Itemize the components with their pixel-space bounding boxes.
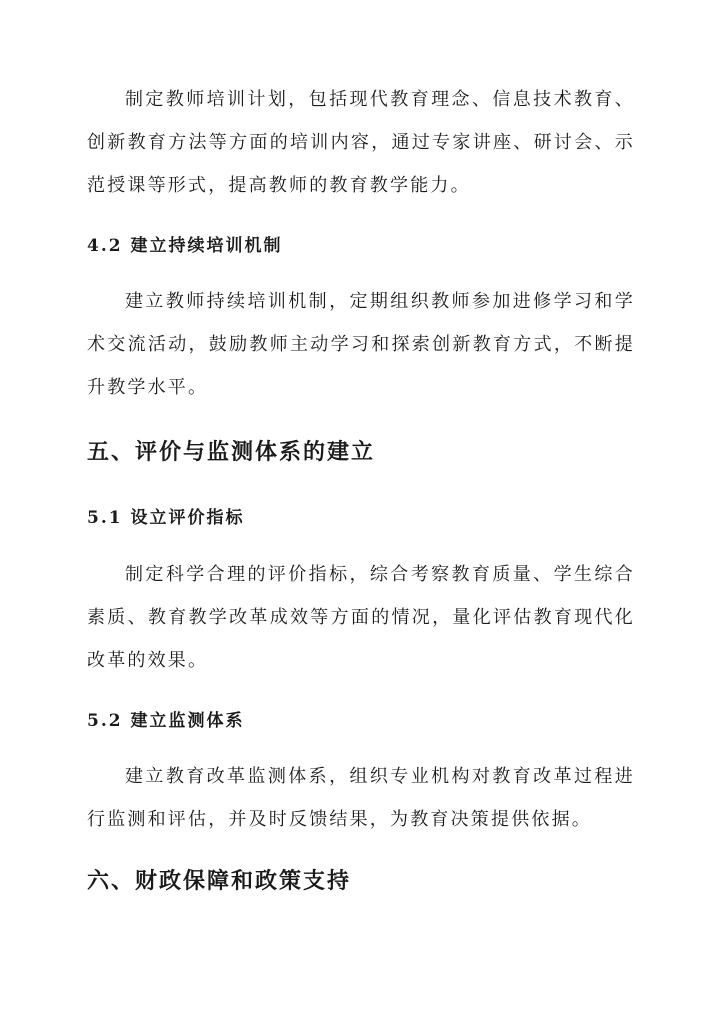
paragraph-continuous-training: 建立教师持续培训机制，定期组织教师参加进修学习和学术交流活动，鼓励教师主动学习和探索创新教育方式，不断提升教学水平。 [87,291,635,398]
subheading-5-1: 5.1 设立评价指标 [87,508,245,528]
subheading-4-2: 4.2 建立持续培训机制 [87,236,283,256]
paragraph-evaluation-indicators: 制定科学合理的评价指标，综合考察教育质量、学生综合素质、教育教学改革成效等方面的情况，量化评估教育现代化改革的效果。 [87,564,635,671]
paragraph-monitoring-system: 建立教育改革监测体系，组织专业机构对教育改革过程进行监测和评估，并及时反馈结果，为教育决策提供依据。 [87,766,635,830]
subheading-5-2: 5.2 建立监测体系 [87,711,245,731]
section-heading-5: 五、评价与监测体系的建立 [87,439,376,465]
paragraph-teacher-training-plan: 制定教师培训计划，包括现代教育理念、信息技术教育、创新教育方法等方面的培训内容，通过专家讲座、研讨会、示范授课等形式，提高教师的教育教学能力。 [87,89,635,196]
section-heading-6: 六、财政保障和政策支持 [87,868,352,894]
